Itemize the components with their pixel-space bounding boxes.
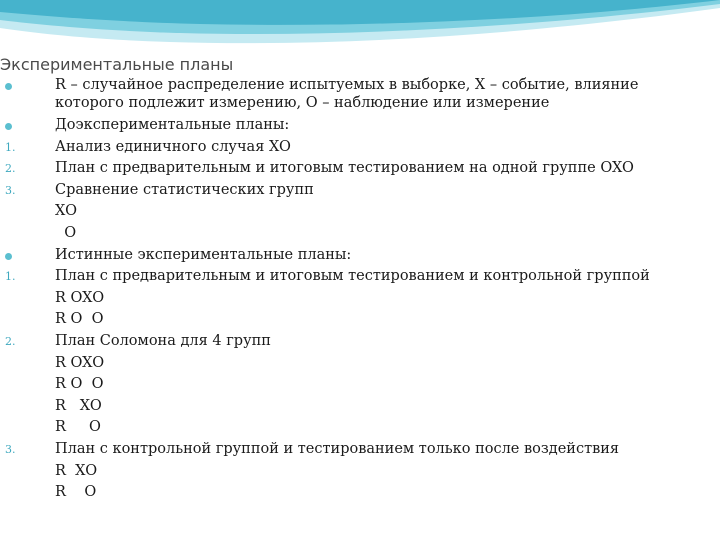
list-item-text: XO	[55, 203, 77, 220]
list-item-text: R O	[55, 484, 97, 501]
list-item	[0, 483, 720, 505]
list-item	[0, 354, 720, 376]
list-item-text: Истинные экспериментальные планы:	[55, 246, 352, 263]
list-item	[0, 159, 720, 181]
list-item-text: R OXO	[55, 289, 105, 306]
list-item	[0, 116, 720, 138]
list-item	[0, 181, 720, 203]
bullet-icon	[5, 253, 12, 260]
list-item-text: Сравнение статистических групп	[55, 181, 314, 198]
list-item	[0, 138, 720, 160]
list-item-text: План с предварительным и итоговым тестированием на одной группе OXO	[55, 160, 634, 177]
list-item-text: План с контрольной группой и тестированием только после воздействия	[55, 440, 620, 457]
list-item	[0, 310, 720, 332]
bullet-icon	[5, 123, 12, 130]
list-number: 1.	[5, 140, 16, 154]
slide-title: Экспериментальные планы	[0, 55, 234, 74]
list-item-text: R O	[55, 419, 101, 436]
list-item	[0, 246, 720, 268]
list-item-text: R – случайное распределение испытуемых в выборке, X – событие, влияние которого подлежит измерению, O – наблюдение или измерение	[55, 77, 639, 111]
list-item	[0, 289, 720, 311]
list-item	[0, 462, 720, 484]
list-item-text: План Соломона для 4 групп	[55, 332, 271, 349]
list-number: 3.	[5, 442, 16, 456]
list-item-text: R XO	[55, 462, 98, 479]
list-item-text: R OXO	[55, 354, 105, 371]
list-item-text: Доэкспериментальные планы:	[55, 117, 290, 133]
list-item	[0, 332, 720, 354]
bullet-icon	[5, 83, 12, 90]
list-item	[0, 224, 720, 246]
list-item	[0, 418, 720, 440]
list-item	[0, 267, 720, 289]
list-item	[0, 375, 720, 397]
list-item-text: R O O	[55, 376, 104, 393]
list-item	[0, 397, 720, 419]
slide-body	[0, 76, 720, 505]
list-item	[0, 440, 720, 462]
list-item-text: R O O	[55, 311, 104, 328]
list-item-text: O	[55, 224, 77, 241]
list-item-text: R XO	[55, 397, 102, 414]
list-number: 1.	[5, 270, 16, 284]
list-number: 2.	[5, 162, 16, 176]
list-number: 2.	[5, 334, 16, 348]
list-item-text: Анализ единичного случая XO	[55, 138, 291, 155]
list-item	[0, 202, 720, 224]
list-number: 3.	[5, 183, 16, 197]
list-item-text: План с предварительным и итоговым тестированием и контрольной группой	[55, 268, 650, 285]
header-wave-decoration	[0, 0, 720, 60]
list-item	[0, 76, 720, 116]
